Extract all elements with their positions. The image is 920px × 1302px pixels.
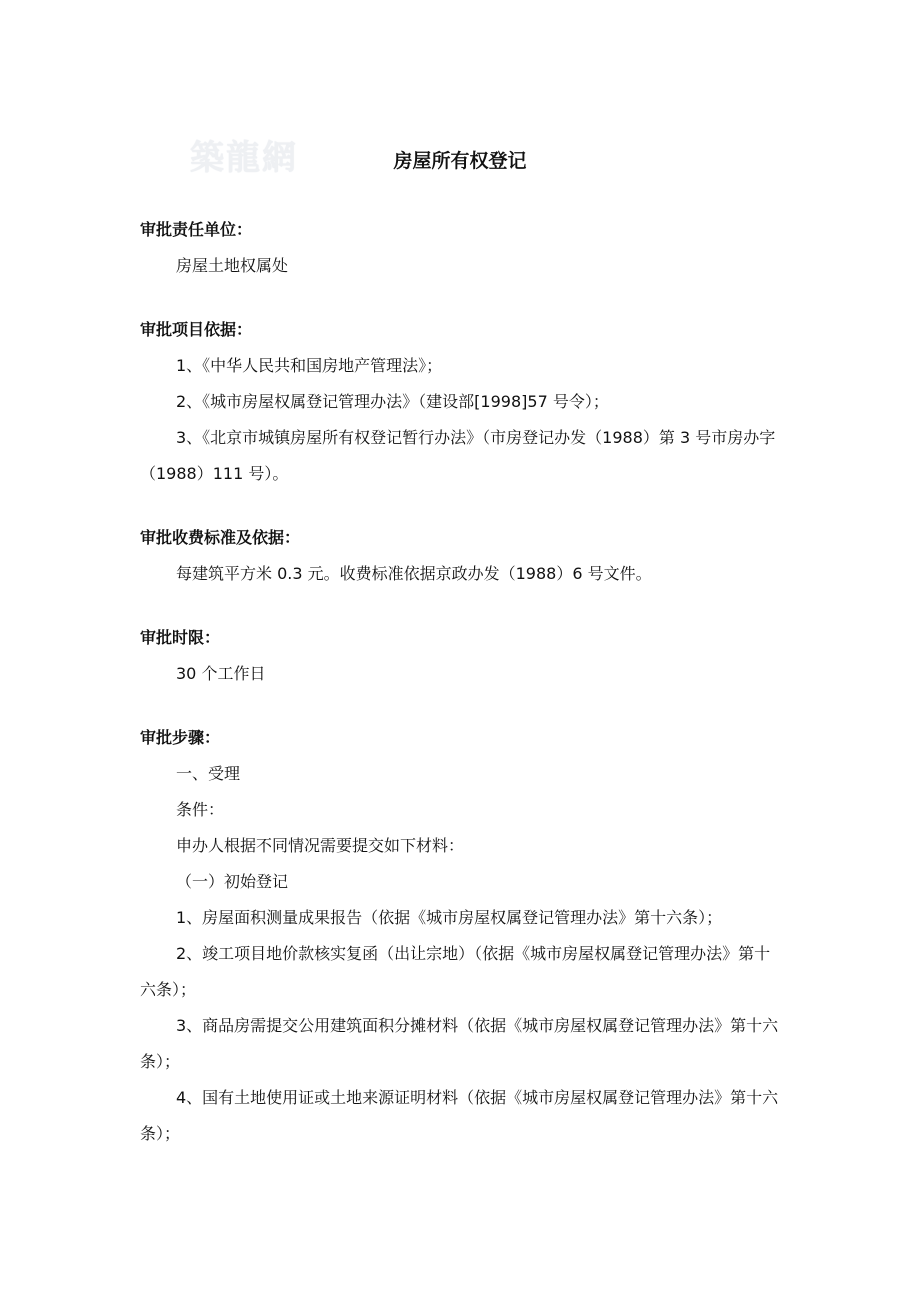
steps-line: 申办人根据不同情况需要提交如下材料：	[176, 836, 465, 855]
basis-item: 1、《中华人民共和国房地产管理法》；	[176, 356, 443, 375]
document-body	[140, 212, 785, 1152]
steps-line: （一）初始登记	[176, 872, 289, 891]
basis-item: 3、《北京市城镇房屋所有权登记暂行办法》（市房登记办发（1988）第 3 号市房办字（1988）111 号）。	[140, 428, 776, 483]
section-heading-steps: 审批步骤：	[140, 728, 221, 747]
section-heading-time: 审批时限：	[140, 628, 221, 647]
section-heading-fee: 审批收费标准及依据：	[140, 528, 301, 547]
steps-item: 4、国有土地使用证或土地来源证明材料（依据《城市房屋权属登记管理办法》第十六条）；	[140, 1088, 779, 1143]
basis-item: 2、《城市房屋权属登记管理办法》（建设部[1998]57 号令）；	[176, 392, 609, 411]
section-heading-basis: 审批项目依据：	[140, 320, 253, 339]
section-heading-unit: 审批责任单位：	[140, 220, 253, 239]
document-title: 房屋所有权登记	[393, 150, 527, 172]
steps-item: 1、房屋面积测量成果报告（依据《城市房屋权属登记管理办法》第十六条）；	[176, 908, 723, 927]
watermark-logo: 築龍網	[190, 138, 298, 178]
steps-item: 3、商品房需提交公用建筑面积分摊材料（依据《城市房屋权属登记管理办法》第十六条）；	[140, 1016, 779, 1071]
unit-text: 房屋土地权属处	[176, 256, 289, 275]
steps-line: 条件：	[176, 800, 225, 819]
fee-text: 每建筑平方米 0.3 元。收费标准依据京政办发（1988）6 号文件。	[176, 564, 652, 583]
time-text: 30 个工作日	[176, 664, 266, 683]
steps-line: 一、受理	[176, 764, 241, 783]
steps-item: 2、竣工项目地价款核实复函（出让宗地）（依据《城市房屋权属登记管理办法》第十六条）；	[140, 944, 771, 999]
